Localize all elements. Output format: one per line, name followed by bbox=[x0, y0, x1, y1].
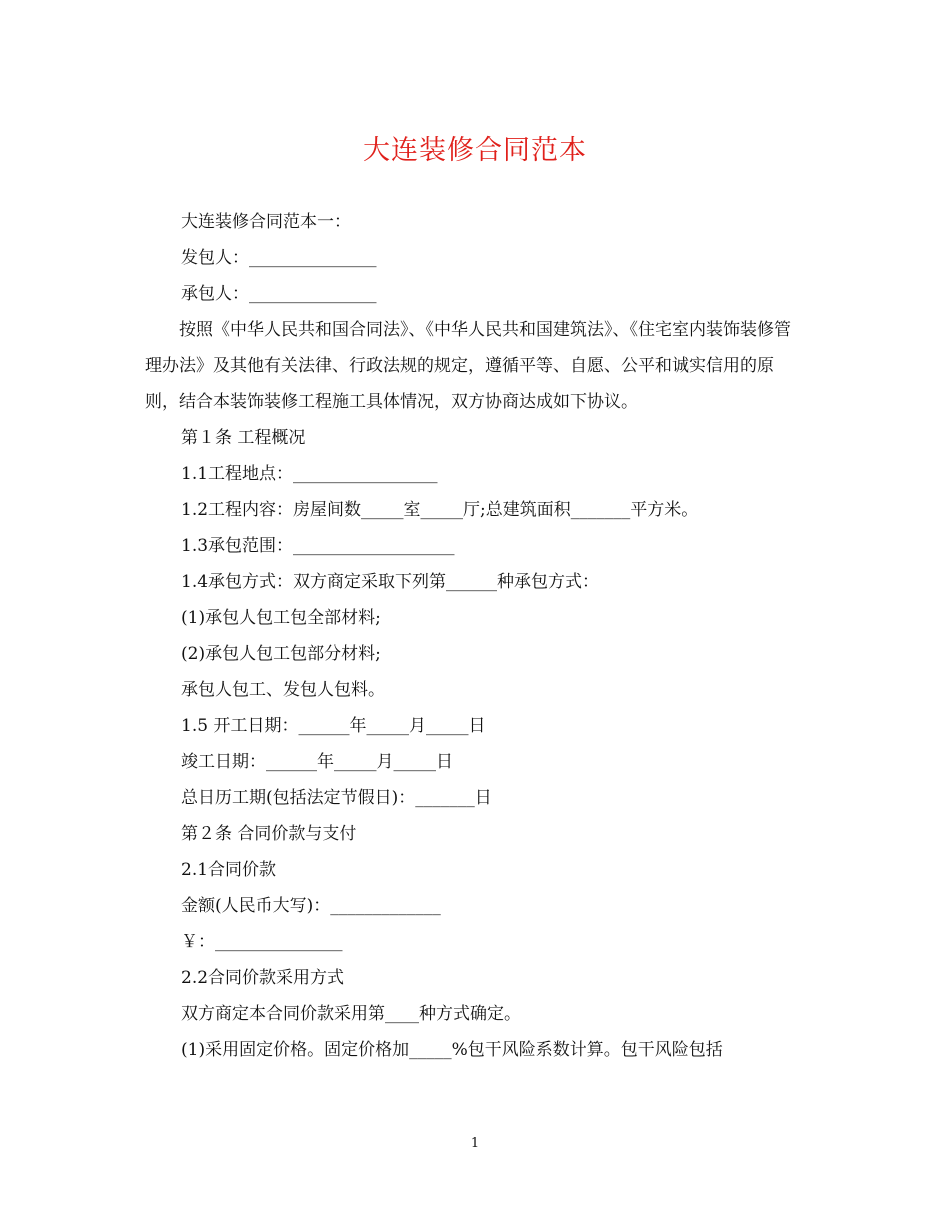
paragraph: 第１条 工程概况 bbox=[181, 428, 306, 448]
paragraph: 双方商定本合同价款采用第____种方式确定。 bbox=[181, 1004, 521, 1024]
page-number: 1 bbox=[470, 1136, 480, 1151]
paragraph: 承包人包工、发包人包料。 bbox=[181, 680, 385, 700]
document-title: 大连装修合同范本 bbox=[363, 135, 587, 166]
paragraph: (1)采用固定价格。固定价格加_____%包干风险系数计算。包干风险包括 bbox=[181, 1040, 723, 1060]
paragraph: 承包人：_______________ bbox=[181, 284, 377, 304]
paragraph: 总日历工期(包括法定节假日)：_______日 bbox=[181, 788, 492, 808]
document-body bbox=[145, 204, 800, 1068]
paragraph: 竣工日期：______年_____月_____日 bbox=[181, 752, 453, 772]
paragraph: 2.2合同价款采用方式 bbox=[181, 968, 345, 988]
paragraph: 1.3承包范围：___________________ bbox=[181, 536, 455, 556]
paragraph: 第２条 合同价款与支付 bbox=[181, 824, 357, 844]
paragraph: (1)承包人包工包全部材料; bbox=[181, 608, 381, 628]
paragraph: 金额(人民币大写)：_____________ bbox=[181, 896, 441, 916]
paragraph: 大连装修合同范本一： bbox=[181, 212, 351, 232]
paragraph: ￥：_______________ bbox=[181, 932, 343, 952]
paragraph: 按照《中华人民共和国合同法》、《中华人民共和国建筑法》、《住宅室内装饰装修管理办法》及其他有关法律、行政法规的规定，遵循平等、自愿、公平和诚实信用的原则，结合本装饰装修工程施工具体情况，双方协商达成如下协议。 bbox=[145, 320, 791, 412]
paragraph: 1.1工程地点：_________________ bbox=[181, 464, 438, 484]
paragraph: 发包人：_______________ bbox=[181, 248, 377, 268]
paragraph: (2)承包人包工包部分材料; bbox=[181, 644, 381, 664]
paragraph: 1.2工程内容：房屋间数_____室_____厅;总建筑面积_______平方米。 bbox=[181, 500, 699, 520]
paragraph: 2.1合同价款 bbox=[181, 860, 277, 880]
paragraph: 1.4承包方式：双方商定采取下列第______种承包方式： bbox=[181, 572, 600, 592]
paragraph: 1.5 开工日期：______年_____月_____日 bbox=[181, 716, 486, 736]
